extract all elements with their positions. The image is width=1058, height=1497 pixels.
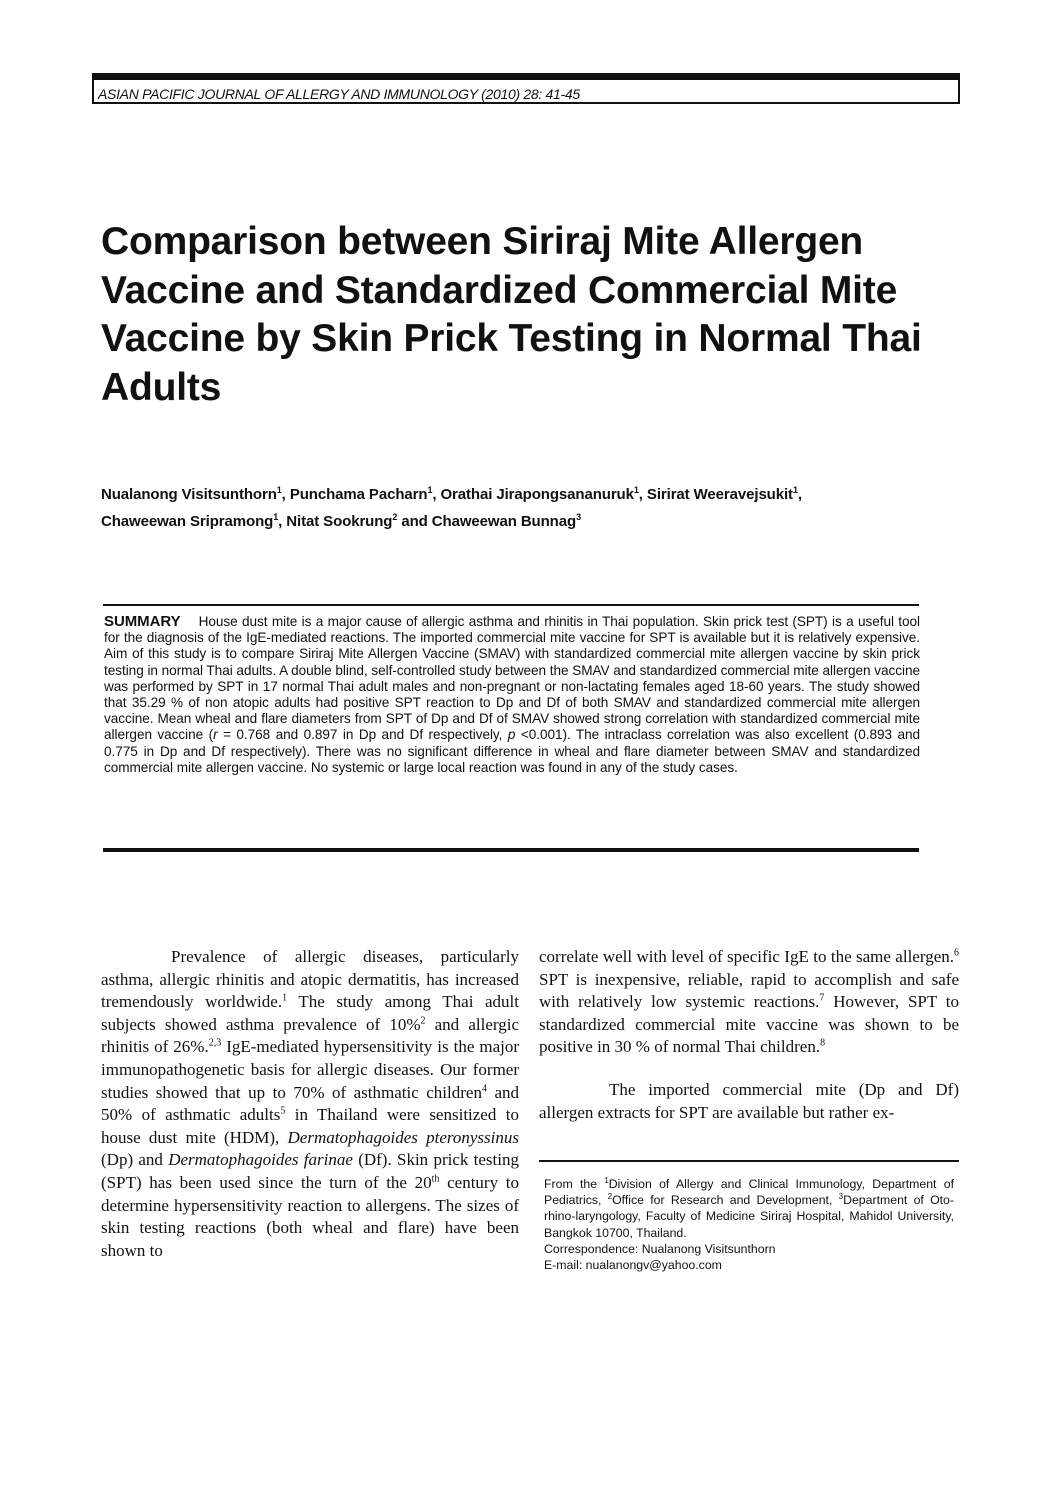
body-column-left — [101, 946, 519, 1262]
author: Sirirat Weeravejsukit$^1$, — [646, 485, 802, 503]
author: Orathai Jirapongsananuruk$^1$, — [440, 485, 647, 503]
journal-citation: ASIAN PACIFIC JOURNAL OF ALLERGY AND IMMUNOLOGY (2010) 28: 41-45 — [98, 86, 580, 102]
summary-abstract: SUMMARY House dust mite is a major cause of allergic asthma and rhinitis in Thai population. Skin prick test (SPT) is a useful tool for the diagnosis of the IgE-mediated reactions. The imported commercial mite vaccine for SPT is available but it is relatively expensive. Aim of this study is to compare Siriraj Mite Allergen Vaccine (SMAV) with standardized commercial mite allergen vaccine by skin prick testing in normal Thai adults. A double blind, self-controlled study between the SMAV and standardized commercial mite allergen vaccine was performed by SPT in 17 normal Thai adult males and non-pregnant or non-lactating females aged 18-60 years. The study showed that 35.29 % of non atopic adults had positive SPT reaction to Dp and Df of both SMAV and standardized commercial mite allergen vaccine. Mean wheal and flare diameters from SPT of Dp and Df of SMAV showed strong correlation with standardized commercial mite allergen vaccine (r = 0.768 and 0.897 in Dp and Df respectively, p <0.001). The intraclass correlation was also excellent (0.893 and 0.775 in Dp and Df respectively). There was no significant difference in wheal and flare diameter between SMAV and standardized commercial mite allergen vaccine. No systemic or large local reaction was found in any of the study cases. — [104, 613, 920, 775]
journal-header — [92, 73, 960, 104]
body-paragraph: Prevalence of allergic diseases, particularly asthma, allergic rhinitis and atopic dermatitis, has increased tremendously worldwide.$^1$ The study among Thai adult subjects showed asthma prevalence of 10%$^2$ and allergic rhinitis of 26%.$^{2,3}$ IgE-mediated hypersensitivity is the major immunopathogenetic basis for allergic diseases. Our former studies showed that up to 70% of asthmatic children$^4$ and 50% of asthmatic adults$^5$ in Thailand were sensitized to house dust mite (HDM), Dermatophagoides pteronyssinus (Dp) and Dermatophagoides farinae (Df). Skin prick testing (SPT) has been used since the turn of the 20th century to determine hypersensitivity reaction to allergens. The sizes of skin testing reactions (both wheal and flare) have been shown to — [101, 947, 520, 1260]
author-list — [101, 479, 961, 533]
body-column-right — [539, 946, 959, 1124]
author: Nitat Sookrung$^2$ and — [286, 512, 432, 530]
author: Nualanong Visitsunthorn$^1$, — [101, 485, 290, 503]
author: Chaweewan Bunnag$^3$ — [431, 512, 581, 530]
affiliation-text: From the $^1$Division of Allergy and Clinical Immunology, Department of Pediatrics, $^2$Office for Research and Development, $^3$Department of Oto-rhino-laryngology, Faculty of Medicine Siriraj Hospital, Mahidol University, Bangkok 10700, Thailand. — [544, 1175, 954, 1240]
footnote-rule — [539, 1160, 959, 1162]
summary-top-rule — [103, 604, 919, 606]
body-paragraph: correlate well with level of specific IgE to the same allergen.$^6$ SPT is inexpensive, reliable, rapid to accomplish and safe with relatively low systemic reactions.$^7$ However, SPT to standardized commercial mite vaccine was shown to be positive in 30 % of normal Thai children.$^8$ — [539, 947, 959, 1057]
email: E-mail: nualanongv@yahoo.com — [544, 1258, 722, 1273]
summary-label: SUMMARY — [104, 613, 181, 630]
paper-title: Comparison between Siriraj Mite Allergen Vaccine and Standardized Commercial Mite Vaccine by Skin Prick Testing in Normal Thai Adults — [101, 220, 922, 409]
affiliation-footnote — [544, 1176, 954, 1273]
body-paragraph: The imported commercial mite (Dp and Df) allergen extracts for SPT are available but rather ex- — [539, 1079, 959, 1122]
author: Chaweewan Sripramong$^1$, — [101, 512, 287, 530]
correspondence: Correspondence: Nualanong Visitsunthorn — [544, 1241, 776, 1256]
author: Punchama Pacharn$^1$, — [289, 485, 441, 503]
summary-bottom-rule — [103, 848, 919, 852]
